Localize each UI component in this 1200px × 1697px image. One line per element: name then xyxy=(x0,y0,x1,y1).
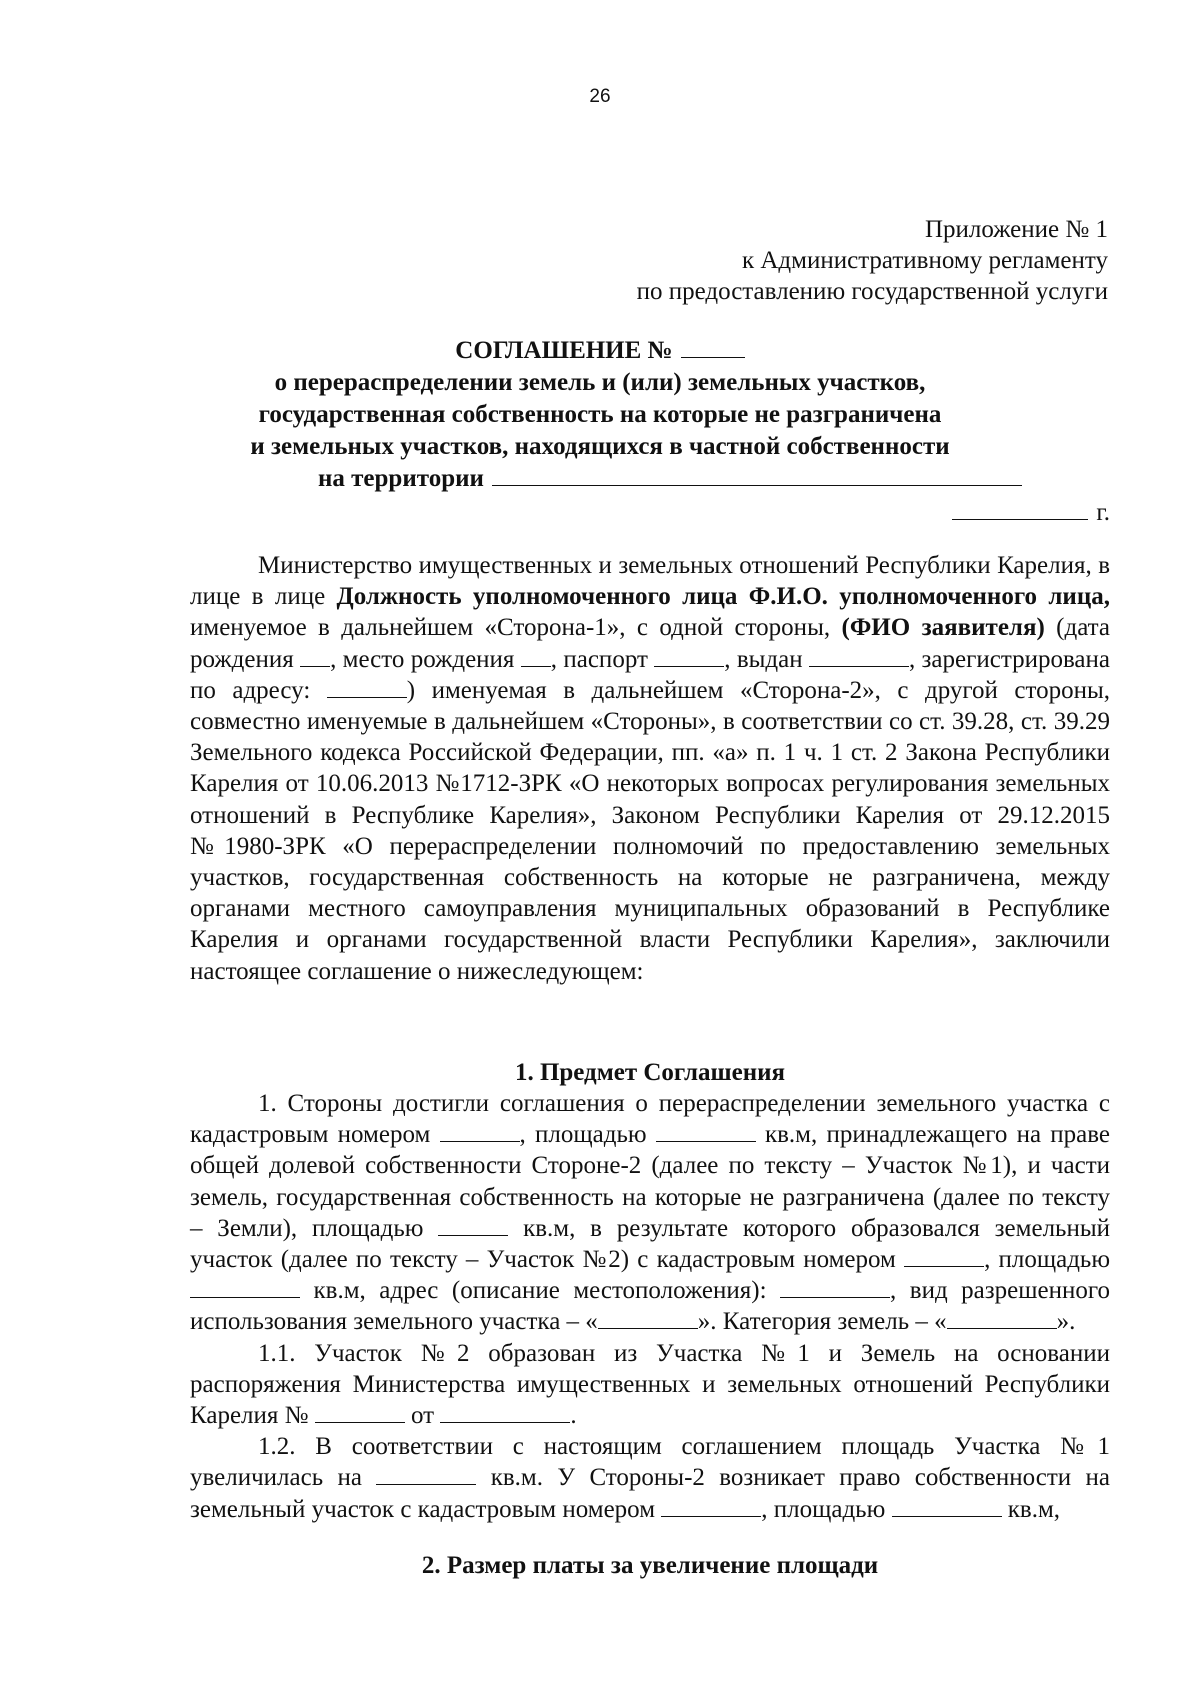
clause-1-text-c: кв.м, принадлежащего на праве общей долевой собственности Стороне-2 (далее по тексту – Участок №1), и части земель, государственная собственность на которые не разграничена (далее по тексту – Земли), площадью xyxy=(190,1121,1110,1242)
agreement-title xyxy=(0,335,1200,495)
clause-1-2 xyxy=(190,1431,1110,1525)
date-line xyxy=(952,498,1110,528)
clause-1-text-f: кв.м, адрес (описание местоположения): xyxy=(300,1277,781,1305)
clause-1-2-text-b: кв.м. У Стороны-2 возникает право собственности на земельный участок с кадастровым номером xyxy=(190,1464,1110,1523)
section-1-heading: 1. Предмет Соглашения xyxy=(514,1059,786,1086)
birth-date-blank xyxy=(300,644,330,667)
clause-1-text-e: , площадью xyxy=(984,1246,1111,1274)
clause-1-text-i: ». xyxy=(1056,1308,1076,1336)
territory-blank xyxy=(492,485,1022,486)
clause-1-1-text-b: от xyxy=(404,1402,441,1430)
clause-1-1-text-c: . xyxy=(570,1402,577,1430)
intro-text-g: , зарегистрирована по адресу: xyxy=(190,645,1111,704)
birth-place-blank xyxy=(521,644,551,667)
cadastral-number-3-blank xyxy=(661,1494,761,1517)
intro-text-c: (дата рождения xyxy=(190,614,1110,673)
area-1-blank xyxy=(656,1119,756,1142)
clause-1-text-a: 1. Стороны достигли соглашения о перераспределении земельного участка с кадастровым номером xyxy=(190,1090,1110,1149)
clause-1-1-text-a: 1.1. Участок №2 образован из Участка №1 и Земель на основании распоряжения Министерства имущественных и земельных отношений Республики Карелия № xyxy=(190,1339,1110,1430)
intro-text xyxy=(190,550,1110,987)
section-2-heading: 2. Размер платы за увеличение площади xyxy=(421,1552,879,1579)
title-line-3: государственная собственность на которые не разграничена xyxy=(258,401,942,428)
applicant-name: (ФИО заявителя) xyxy=(841,614,1045,642)
section-1-body xyxy=(190,1088,1110,1525)
area-3-blank xyxy=(892,1494,1002,1517)
appendix-header xyxy=(637,214,1108,307)
date-blank xyxy=(952,519,1088,520)
increase-area-blank xyxy=(376,1462,476,1485)
intro-text-f: , выдан xyxy=(724,645,809,673)
clause-1-text-b: , площадью xyxy=(519,1121,656,1149)
appendix-line-1: Приложение № 1 xyxy=(924,216,1108,243)
order-number-blank xyxy=(315,1400,405,1423)
agreement-number-blank xyxy=(681,357,745,358)
title-line-2: о перераспределении земель и (или) земельных участков, xyxy=(274,369,926,396)
address-blank xyxy=(327,675,407,698)
clause-1-2-text-c: , площадью xyxy=(761,1495,892,1523)
page-number: 26 xyxy=(589,86,611,107)
date-suffix: г. xyxy=(1096,499,1110,526)
intro-text-e: , паспорт xyxy=(550,645,655,673)
area-2-blank xyxy=(190,1275,300,1298)
territory-label: на территории xyxy=(318,465,484,492)
clause-1-text-d: кв.м, в результате которого образовался земельный участок (далее по тексту – Участок №2) с кадастровым номером xyxy=(190,1214,1110,1274)
appendix-line-2: к Административному регламенту xyxy=(741,247,1108,274)
clause-1 xyxy=(190,1088,1110,1338)
passport-blank xyxy=(654,644,724,667)
intro-text-h: ) именуемая в дальнейшем «Сторона-2», с другой стороны, совместно именуемые в дальнейшем «Стороны», в соответствии со ст. 39.28, ст. 39.29 Земельного кодекса Российской Федерации, пп. «а» п. 1 ч. 1 ст. 2 Закона Республики Карелия от 10.06.2013 №1712-ЗРК «О некоторых вопросах регулирования земельных отношений в Республике Карелия», Законом Республики Карелия от 29.12.2015 №1980-ЗРК «О перераспределении полномочий по предоставлению земельных участков, государственная собственность на которые не разграничена, между органами местного самоуправления муниципальных образований в Республике Карелия и органами государственной власти Республики Карелия», заключили настоящее соглашение о нижеследующем: xyxy=(190,676,1110,985)
authorized-person: Должность уполномоченного лица Ф.И.О. уполномоченного лица, xyxy=(336,583,1110,611)
cadastral-number-2-blank xyxy=(904,1244,984,1267)
appendix-line-3: по предоставлению государственной услуги xyxy=(636,278,1108,305)
title-number-label: СОГЛАШЕНИЕ № xyxy=(455,337,673,364)
clause-1-1 xyxy=(190,1338,1110,1432)
intro-text-a: Министерство имущественных и земельных отношений Республики Карелия, в лице в лице xyxy=(190,552,1110,611)
clause-1-2-text-a: 1.2. В соответствии с настоящим соглашением площадь Участка №1 увеличилась на xyxy=(190,1433,1110,1492)
land-category-blank xyxy=(947,1306,1057,1329)
clause-1-text-h: ». Категория земель – « xyxy=(697,1308,947,1336)
title-line-4: и земельных участков, находящихся в частной собственности xyxy=(250,433,950,460)
issued-by-blank xyxy=(809,644,909,667)
intro-text-b: именуемое в дальнейшем «Сторона-1», с одной стороны, xyxy=(190,614,842,642)
cadastral-number-1-blank xyxy=(440,1119,520,1142)
location-blank xyxy=(780,1275,890,1298)
title-line-1 xyxy=(0,335,1200,367)
intro-text-d: , место рождения xyxy=(330,645,521,673)
permitted-use-blank xyxy=(598,1306,698,1329)
lands-area-blank xyxy=(438,1213,508,1236)
clause-1-2-text-d: кв.м, xyxy=(1001,1495,1061,1523)
order-date-blank xyxy=(440,1400,570,1423)
clause-1-text-g: , вид разрешенного использования земельного участка – « xyxy=(190,1277,1110,1336)
title-line-5 xyxy=(0,463,1200,495)
intro-paragraph xyxy=(190,550,1110,987)
